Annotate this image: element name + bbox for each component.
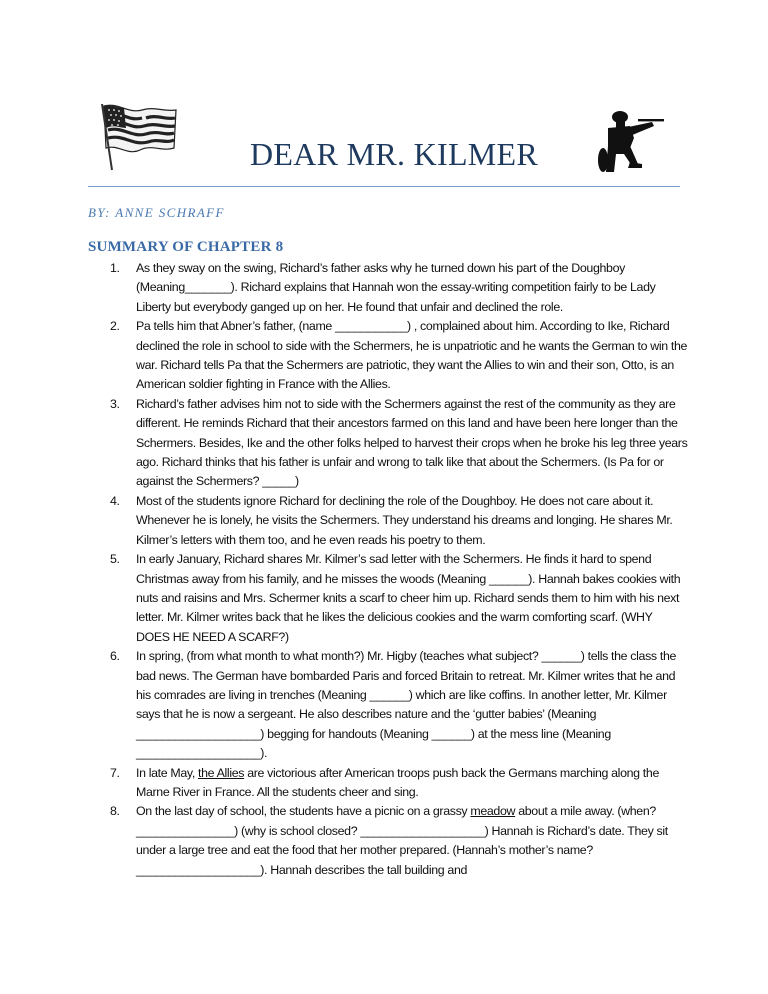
item-text-start: On the last day of school, the students have a picnic on a grassy bbox=[136, 804, 471, 819]
item-text: As they sway on the swing, Richard’s father asks why he turned down his part of the Doughboy (Meaning_______). Richard explains that Hannah won the essay-writing competition fairly to be Lady Liberty but everybody ganged up on her. He found that unfair and declined the role. bbox=[136, 261, 656, 314]
list-item bbox=[88, 802, 688, 880]
author-line: BY: ANNE SCHRAFF bbox=[88, 205, 225, 220]
item-text-end: about a mile away. (when? _______________) (why is school closed? ___________________) Hannah is Richard’s date. They sit under a large tree and eat the food that her mother prepared. (Hannah’s mother’s name? ___________________). Hannah describes the tall building and bbox=[136, 804, 668, 877]
list-item bbox=[88, 647, 688, 763]
item-number: 7. bbox=[110, 765, 120, 780]
item-text: Richard’s father advises him not to side with the Schermers against the rest of the community as they are different. He reminds Richard that their ancestors farmed on this land and have been here longer than the Schermers. Besides, Ike and the other folks helped to harvest their crops when he broke his leg three years ago. Richard thinks that his father is unfair and wrong to talk like that about the Schermers. (Is Pa for or against the Schermers? _____) bbox=[136, 396, 688, 489]
section-heading: SUMMARY OF CHAPTER 8 bbox=[88, 239, 284, 255]
item-number: 6. bbox=[110, 649, 120, 664]
item-number: 5. bbox=[110, 552, 120, 567]
list-item bbox=[88, 764, 688, 803]
item-number: 3. bbox=[110, 396, 120, 411]
item-text-start: In late May, bbox=[136, 765, 199, 780]
item-text: In spring, (from what month to what month?) Mr. Higby (teaches what subject? ______) tells the class the bad news. The German have bombarded Paris and forced Britain to retreat. Mr. Kilmer writes that he and his comrades are living in trenches (Meaning ______) which are like coffins. In another letter, Mr. Kilmer says that he is now a sergeant. He also describes nature and the ‘gutter babies’ (Meaning ___________________) begging for handouts (Meaning ______) at the mess line (Meaning ___________________). bbox=[136, 649, 677, 761]
item-number: 2. bbox=[110, 319, 120, 334]
underlined-term: meadow bbox=[470, 804, 516, 819]
item-number: 8. bbox=[110, 804, 120, 819]
item-number: 4. bbox=[110, 493, 120, 508]
item-text-end: are victorious after American troops push back the Germans marching along the Marne River in France. All the students cheer and sing. bbox=[136, 765, 659, 799]
summary-list bbox=[88, 259, 688, 880]
list-item bbox=[88, 395, 688, 492]
document-title: DEAR MR. KILMER bbox=[249, 136, 539, 172]
soldier-silhouette-icon bbox=[594, 108, 666, 174]
underlined-term: the Allies bbox=[198, 765, 245, 780]
header-divider bbox=[88, 186, 680, 187]
list-item bbox=[88, 317, 688, 395]
item-text: Pa tells him that Abner’s father, (name ___________) , complained about him. According to Ike, Richard declined the role in school to side with the Schermers, he is unpatriotic and he wants the German to win the war. Richard tells Pa that the Schermers are patriotic, they want the Allies to win and their son, Otto, is an American soldier fighting in France with the Allies. bbox=[136, 319, 688, 392]
list-item bbox=[88, 492, 688, 550]
item-number: 1. bbox=[110, 261, 120, 275]
item-text: In early January, Richard shares Mr. Kilmer’s sad letter with the Schermers. He finds it hard to spend Christmas away from his family, and he misses the woods (Meaning ______). Hannah bakes cookies with nuts and raisins and Mrs. Schermer knits a scarf to cheer him up. Richard sends them to him with his next letter. Mr. Kilmer writes back that he likes the delicious cookies and the warm comforting scarf. (WHY DOES HE NEED A SCARF?) bbox=[136, 552, 681, 644]
list-item bbox=[88, 550, 688, 647]
list-item bbox=[88, 259, 688, 317]
item-text: Most of the students ignore Richard for declining the role of the Doughboy. He does not care about it. Whenever he is lonely, he visits the Schermers. They understand his dreams and longing. He shares Mr. Kilmer’s letters with them too, and he even reads his poetry to them. bbox=[136, 493, 673, 547]
